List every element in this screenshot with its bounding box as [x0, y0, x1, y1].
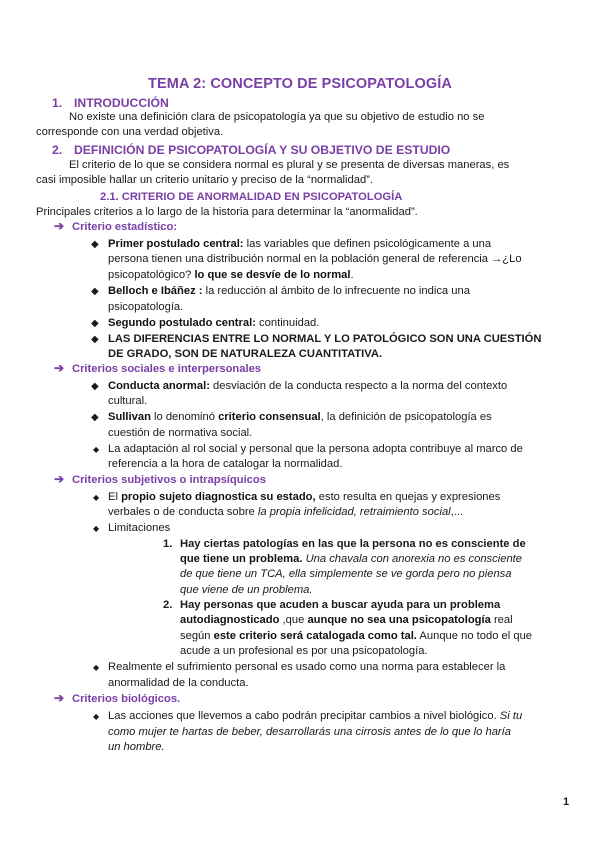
estadistico-bullet-4-line-1: LAS DIFERENCIAS ENTRE LO NORMAL Y LO PATOLÓGICO SON UNA CUESTIÓN — [108, 333, 542, 345]
estadistico-bullet-4-line-2: DE GRADO, SON DE NATURALEZA CUANTITATIVA. — [108, 348, 383, 360]
diamond-bullet-icon: ◆ — [93, 493, 100, 502]
section-2-text-line-2: casi imposible hallar un criterio unitario y preciso de la “normalidad”. — [36, 174, 374, 186]
section-2-number: 2. — [52, 143, 63, 157]
arrow-icon: ➔ — [54, 691, 65, 705]
criterio-subjetivos-label: Criterios subjetivos o intrapsíquicos — [72, 474, 266, 486]
diamond-bullet-icon: ◆ — [93, 663, 100, 672]
criterio-biologicos-label: Criterios biológicos. — [72, 693, 181, 705]
subjetivos-bullet-2: Limitaciones — [108, 522, 171, 534]
arrow-icon: ➔ — [54, 219, 65, 233]
limitacion-2-line-2: autodiagnosticado ,que aunque no sea una psicopatología real — [180, 614, 513, 626]
biologicos-bullet-1-line-2: como mujer te hartas de beber, desarrollarás una cirrosis antes de lo que lo haría — [108, 726, 511, 738]
subsection-heading: 2.1. CRITERIO DE ANORMALIDAD EN PSICOPATOLOGÍA — [100, 191, 403, 203]
diamond-bullet-icon: ◆ — [93, 712, 100, 721]
estadistico-bullet-2-line-2: psicopatología. — [108, 301, 184, 313]
diamond-bullet-icon: ◆ — [91, 318, 99, 329]
estadistico-bullet-1-line-2: persona tienen una distribución normal en la población general de referencia →¿Lo — [108, 253, 522, 265]
sociales-bullet-1-line-1: Conducta anormal: desviación de la conducta respecto a la norma del contexto — [108, 380, 508, 392]
subsection-intro: Principales criterios a lo largo de la historia para determinar la “anormalidad”. — [36, 206, 418, 218]
limitacion-2-line-4: acude a un profesional es por una psicopatología. — [180, 645, 428, 657]
arrow-icon: ➔ — [54, 361, 65, 375]
subjetivos-bullet-3-line-2: anormalidad de la conducta. — [108, 677, 249, 689]
page-title: TEMA 2: CONCEPTO DE PSICOPATOLOGÍA — [148, 76, 452, 92]
limitacion-2-line-1: Hay personas que acuden a buscar ayuda para un problema — [180, 599, 501, 611]
diamond-bullet-icon: ◆ — [93, 445, 100, 454]
section-1-heading: INTRODUCCIÓN — [74, 96, 169, 110]
section-1-text-line-2: corresponde con una verdad objetiva. — [36, 126, 224, 138]
diamond-bullet-icon: ◆ — [91, 412, 99, 423]
diamond-bullet-icon: ◆ — [91, 334, 99, 345]
limitacion-1-line-4: que viene de un problema. — [180, 584, 313, 596]
limitacion-1-line-2: que tiene un problema. Una chavala con anorexia no es consciente — [180, 553, 523, 565]
sociales-bullet-3-line-1: La adaptación al rol social y personal que la persona adopta contribuye al marco de — [108, 443, 523, 455]
sociales-bullet-2-line-1: Sullivan lo denominó criterio consensual, la definición de psicopatología es — [108, 411, 492, 423]
subjetivos-bullet-1-line-2: verbales o de conducta sobre la propia infelicidad, retraimiento social,... — [108, 506, 464, 518]
sociales-bullet-1-line-2: cultural. — [108, 395, 148, 407]
biologicos-bullet-1-line-1: Las acciones que llevemos a cabo podrán precipitar cambios a nivel biológico. Si tu — [108, 710, 523, 722]
criterio-estadistico-label: Criterio estadístico: — [72, 221, 178, 233]
diamond-bullet-icon: ◆ — [91, 239, 99, 250]
sociales-bullet-2-line-2: cuestión de normativa social. — [108, 427, 253, 439]
subjetivos-bullet-1-line-1: El propio sujeto diagnostica su estado, esto resulta en quejas y expresiones — [108, 491, 501, 503]
limitacion-1-line-3: de que tiene un TCA, ella simplemente se ve gorda pero no piensa — [180, 568, 512, 580]
estadistico-bullet-2-line-1: Belloch e Ibáñez : la reducción al ámbito de lo infrecuente no indica una — [108, 285, 470, 297]
section-2-text-line-1: El criterio de lo que se considera normal es plural y se presenta de diversas maneras, es — [69, 159, 510, 171]
diamond-bullet-icon: ◆ — [91, 286, 99, 297]
biologicos-bullet-1-line-3: un hombre. — [108, 741, 165, 753]
diamond-bullet-icon: ◆ — [91, 381, 99, 392]
limitacion-2-number: 2. — [163, 599, 173, 611]
estadistico-bullet-1-line-3: psicopatológico? lo que se desvíe de lo normal. — [108, 269, 354, 281]
criterio-sociales-label: Criterios sociales e interpersonales — [72, 363, 262, 375]
arrow-icon: ➔ — [54, 472, 65, 486]
subjetivos-bullet-3-line-1: Realmente el sufrimiento personal es usado como una norma para establecer la — [108, 661, 506, 673]
sociales-bullet-3-line-2: referencia a la hora de catalogar la normalidad. — [108, 458, 343, 470]
section-2-heading: DEFINICIÓN DE PSICOPATOLOGÍA Y SU OBJETIVO DE ESTUDIO — [74, 143, 451, 157]
limitacion-1-line-1: Hay ciertas patologías en las que la persona no es consciente de — [180, 538, 526, 550]
limitacion-2-line-3: según este criterio será catalogada como tal. Aunque no todo el que — [180, 630, 533, 642]
estadistico-bullet-3: Segundo postulado central: continuidad. — [108, 317, 320, 329]
page-number: 1 — [563, 796, 570, 808]
section-1-number: 1. — [52, 96, 63, 110]
section-1-text-line-1: No existe una definición clara de psicopatología ya que su objetivo de estudio no se — [69, 111, 485, 123]
limitacion-1-number: 1. — [163, 538, 173, 550]
estadistico-bullet-1-line-1: Primer postulado central: las variables que definen psicológicamente a una — [108, 238, 492, 250]
diamond-bullet-icon: ◆ — [93, 524, 100, 533]
